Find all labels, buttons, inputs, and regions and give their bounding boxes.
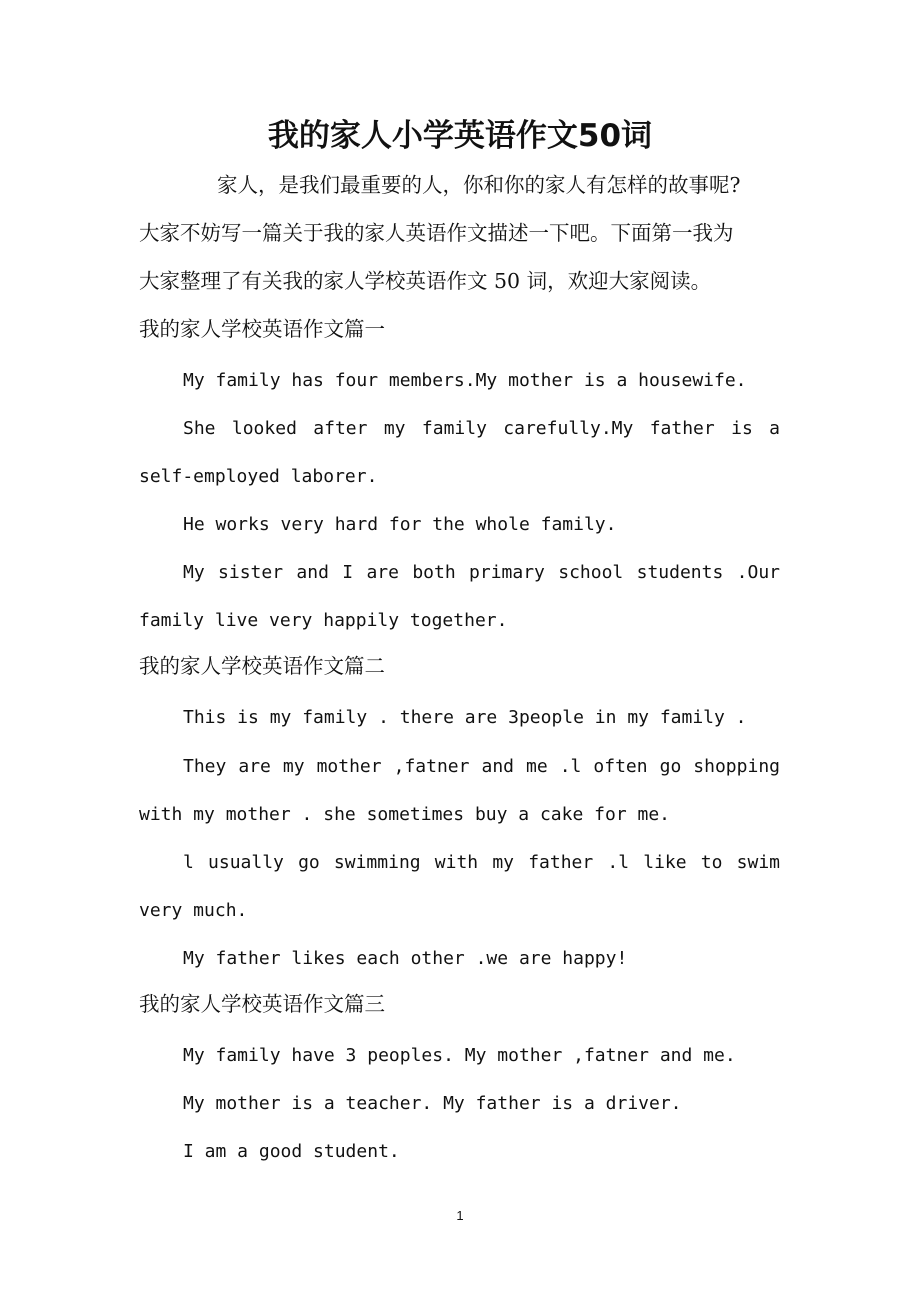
section-heading-3: 我的家人学校英语作文篇三	[139, 992, 385, 1016]
section-1-line-5: My sister and I are both primary school students .Our	[183, 562, 780, 583]
section-2-line-5: very much.	[139, 900, 248, 921]
section-2-line-6: My father likes each other .we are happy!	[183, 948, 628, 969]
section-2-line-3: with my mother . she sometimes buy a cake for me.	[139, 804, 671, 825]
page-number: 1	[456, 1208, 464, 1223]
section-1-line-4: He works very hard for the whole family.	[183, 514, 617, 535]
section-1-line-2: She looked after my family carefully.My father is a	[183, 418, 780, 439]
document-title: 我的家人小学英语作文50词	[267, 118, 653, 154]
section-3-line-3: I am a good student.	[183, 1141, 400, 1162]
section-heading-1: 我的家人学校英语作文篇一	[139, 317, 385, 341]
section-1-line-3: self-employed laborer.	[139, 466, 378, 487]
section-3-line-2: My mother is a teacher. My father is a driver.	[183, 1093, 682, 1114]
intro-line-1: 家人，是我们最重要的人，你和你的家人有怎样的故事呢?	[217, 173, 741, 197]
intro-line-3: 大家整理了有关我的家人学校英语作文 50 词，欢迎大家阅读。	[139, 269, 712, 293]
section-1-line-6: family live very happily together.	[139, 610, 508, 631]
section-2-line-4: l usually go swimming with my father .l like to swim	[183, 852, 780, 873]
section-heading-2: 我的家人学校英语作文篇二	[139, 654, 385, 678]
section-3-line-1: My family have 3 peoples. My mother ,fatner and me.	[183, 1045, 736, 1066]
section-2-line-1: This is my family . there are 3people in my family .	[183, 707, 747, 728]
section-1-line-1: My family has four members.My mother is a housewife.	[183, 370, 747, 391]
section-2-line-2: They are my mother ,fatner and me .l often go shopping	[183, 756, 780, 777]
intro-line-2: 大家不妨写一篇关于我的家人英语作文描述一下吧。下面第一我为	[139, 221, 734, 245]
